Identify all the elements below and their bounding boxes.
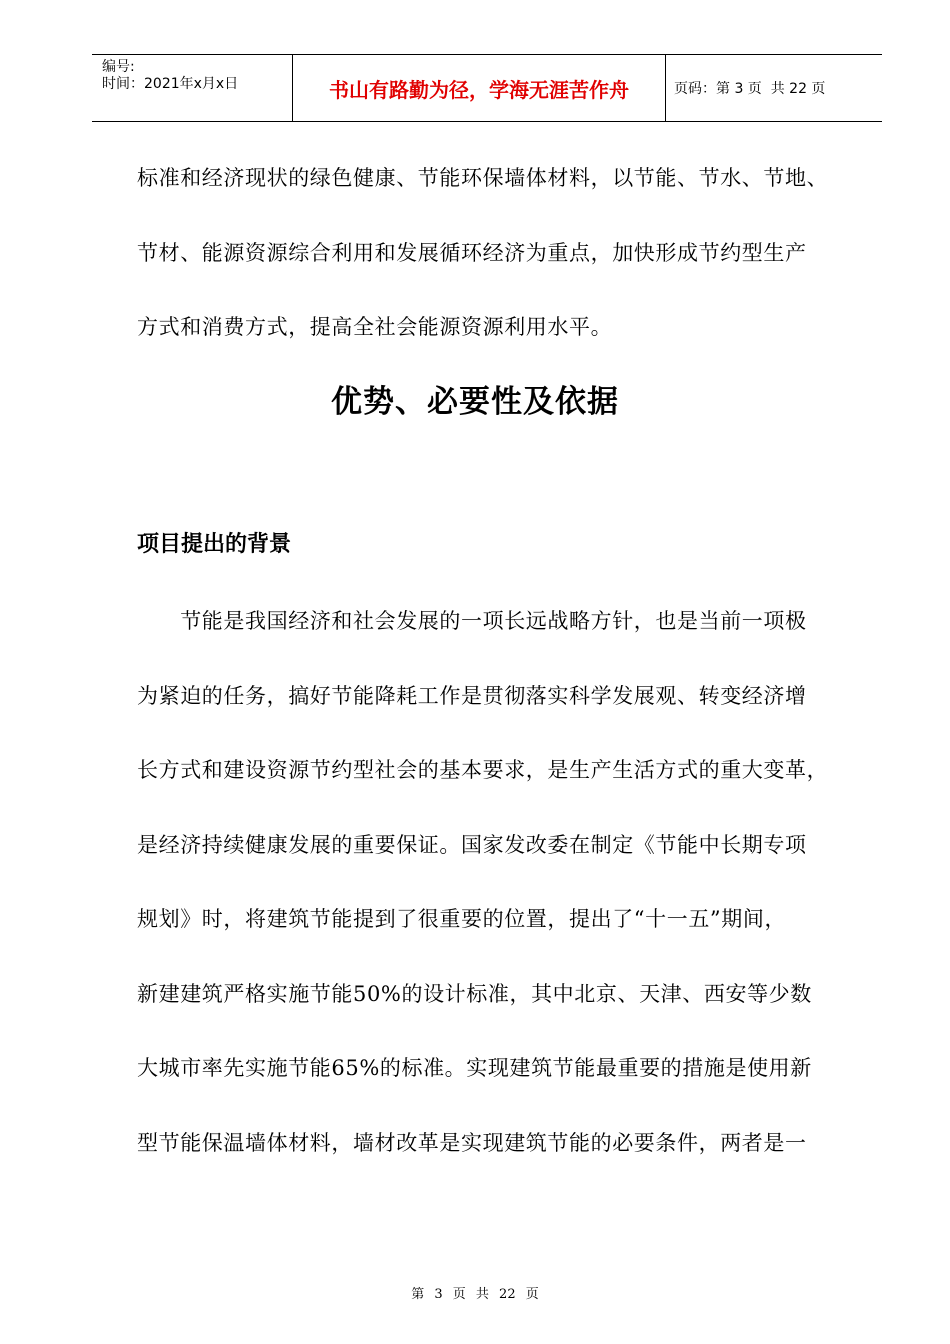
text-line: 节能是我国经济和社会发展的一项长远战略方针，也是当前一项极 xyxy=(137,609,807,633)
text-line: 型节能保温墙体材料，墙材改革是实现建筑节能的必要条件，两者是一 xyxy=(137,1130,807,1155)
header-meta xyxy=(92,55,293,121)
text-line: 大城市率先实施节能65%的标准。实现建筑节能最重要的措施是使用新 xyxy=(137,1056,812,1080)
text-line: 标准和经济现状的绿色健康、节能环保墙体材料，以节能、节水、节地、 xyxy=(137,166,829,190)
body-paragraph xyxy=(137,584,853,1180)
header-motto: 书山有路勤为径，学海无涯苦作舟 xyxy=(293,55,666,121)
page-label: 页码：第 3 页 共 22 页 xyxy=(674,81,826,97)
text-line: 为紧迫的任务，搞好节能降耗工作是贯彻落实科学发展观、转变经济增 xyxy=(137,683,807,708)
text-line: 规划》时，将建筑节能提到了很重要的位置，提出了“十一五”期间， xyxy=(137,907,787,931)
number-label: 编号: xyxy=(102,59,135,75)
text-line: 方式和消费方式，提高全社会能源资源利用水平。 xyxy=(137,315,613,339)
text-line: 是经济持续健康发展的重要保证。国家发改委在制定《节能中长期专项 xyxy=(137,832,807,857)
subsection-title: 项目提出的背景 xyxy=(137,532,292,557)
time-label: 时间：2021年x月x日 xyxy=(102,76,239,92)
intro-paragraph xyxy=(137,141,853,365)
page-header xyxy=(92,54,882,122)
section-title: 优势、必要性及依据 xyxy=(331,384,619,420)
text-line: 节材、能源资源综合利用和发展循环经济为重点，加快形成节约型生产 xyxy=(137,240,807,265)
text-line: 长方式和建设资源节约型社会的基本要求，是生产生活方式的重大变革， xyxy=(137,758,829,782)
page-footer: 第 3 页 共 22 页 xyxy=(411,1287,539,1302)
text-line: 新建建筑严格实施节能50%的设计标准，其中北京、天津、西安等少数 xyxy=(137,981,812,1006)
header-page-info xyxy=(666,55,882,121)
